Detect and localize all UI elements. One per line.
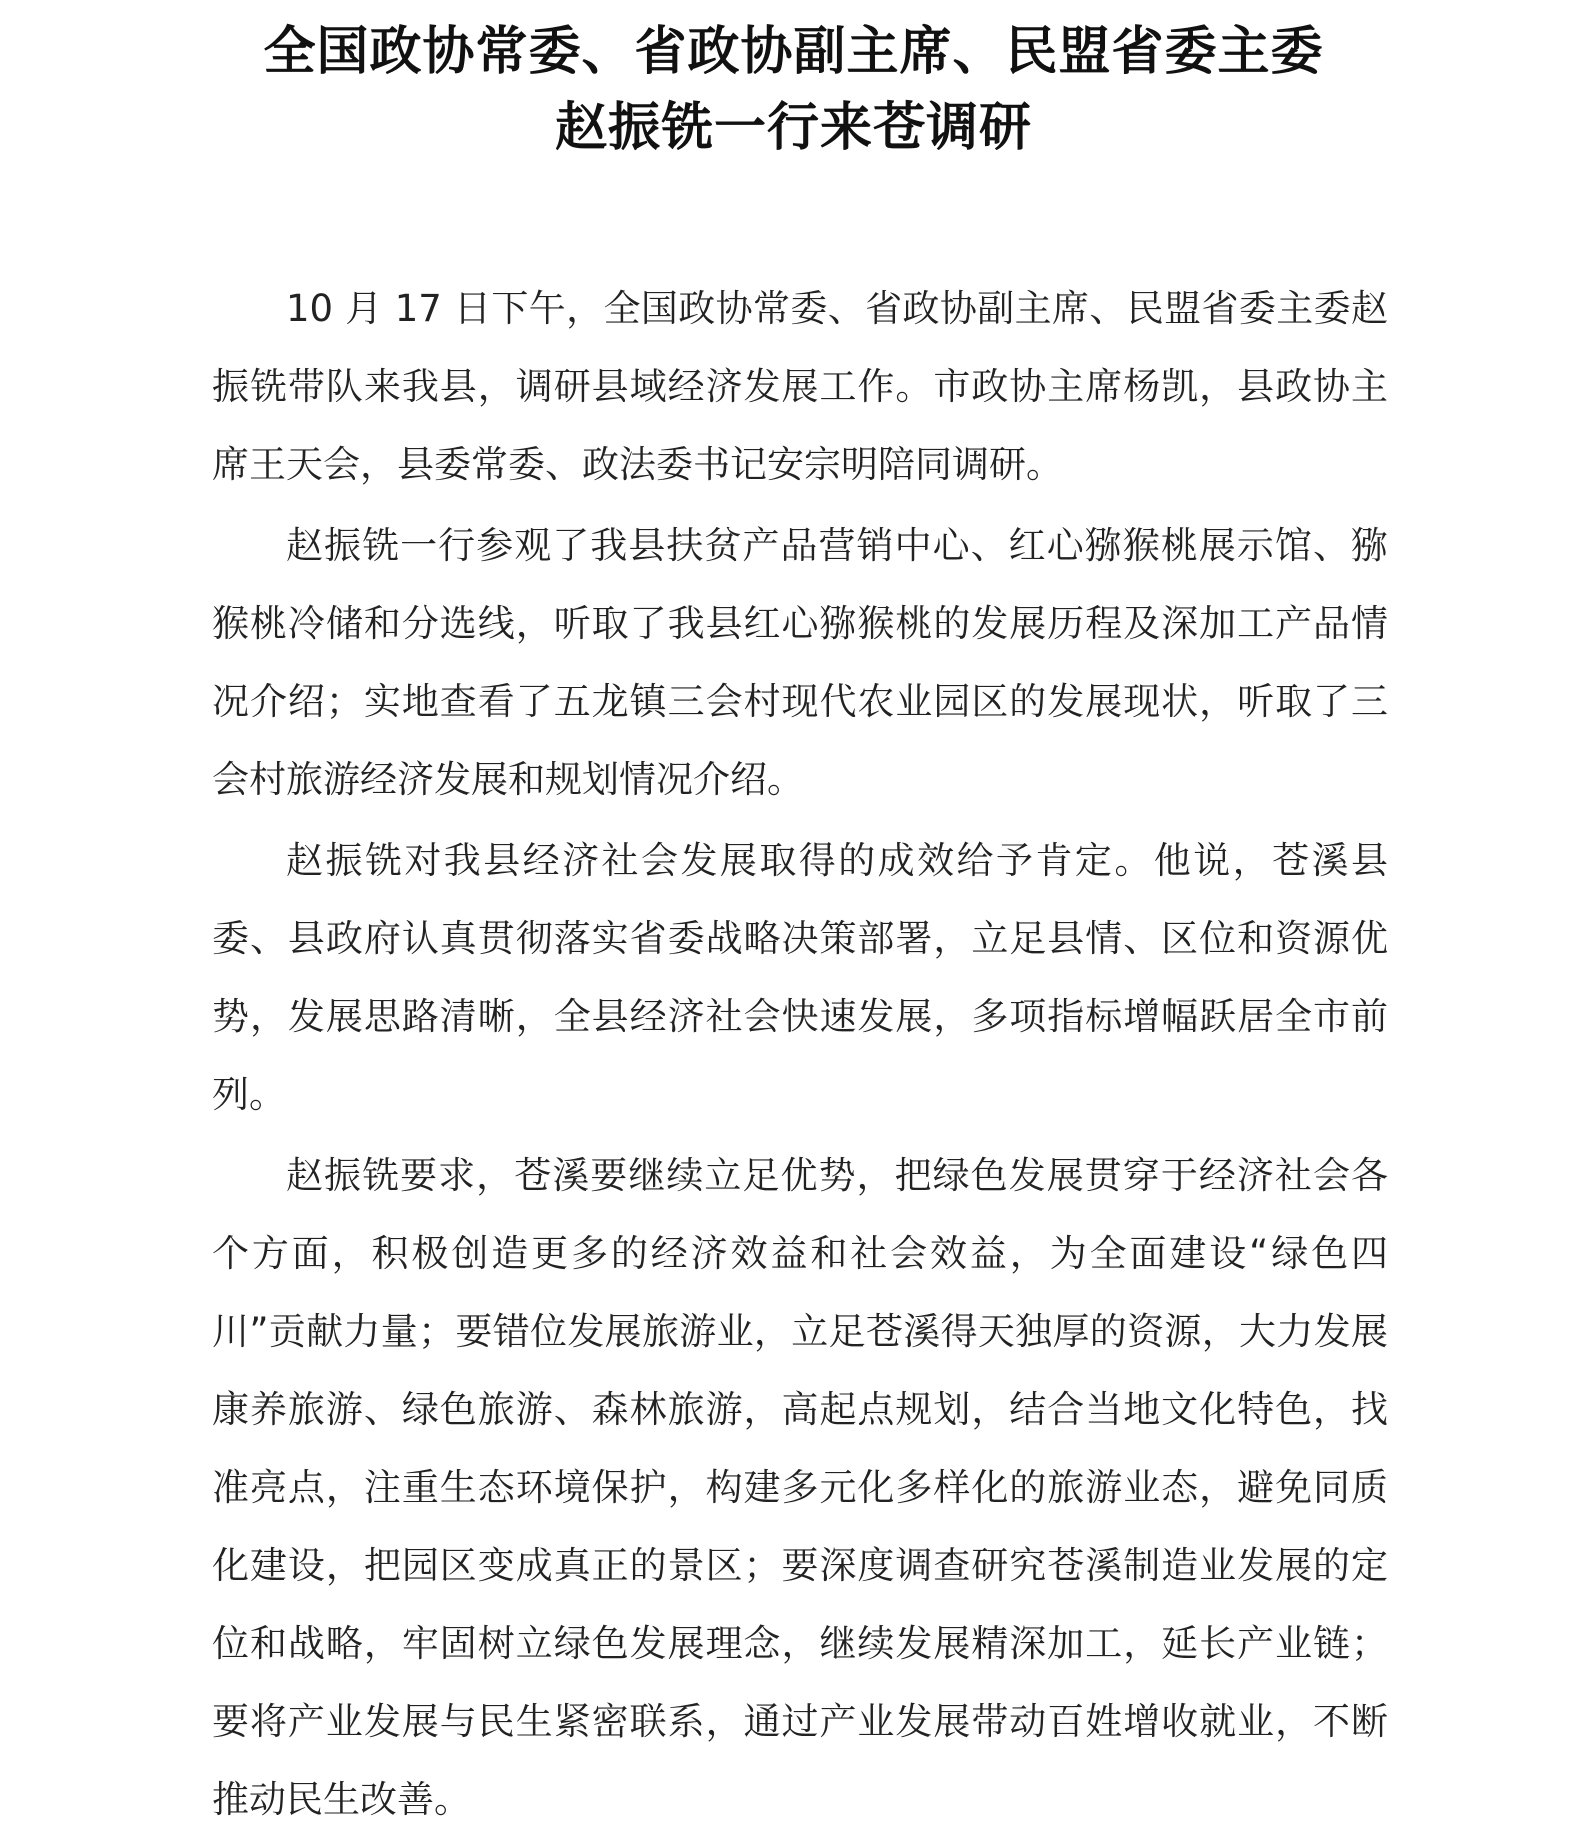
paragraph-2: 赵振铣一行参观了我县扶贫产品营销中心、红心猕猴桃展示馆、猕猴桃冷储和分选线，听取了我县红心猕猴桃的发展历程及深加工产品情况介绍；实地查看了五龙镇三会村现代农业园区的发展现状，听取了三会村旅游经济发展和规划情况介绍。	[212, 524, 1388, 801]
title-line-2: 赵振铣一行来苍调研	[554, 97, 1032, 158]
paragraph-1: 10 月 17 日下午，全国政协常委、省政协副主席、民盟省委主委赵振铣带队来我县，调研县域经济发展工作。市政协主席杨凯，县政协主席王天会，县委常委、政法委书记安宗明陪同调研。	[212, 287, 1388, 486]
paragraph-3: 赵振铣对我县经济社会发展取得的成效给予肯定。他说，苍溪县委、县政府认真贯彻落实省委战略决策部署，立足县情、区位和资源优势，发展思路清晰，全县经济社会快速发展，多项指标增幅跃居全市前列。	[212, 839, 1388, 1116]
title-line-1: 全国政协常委、省政协副主席、民盟省委主委	[263, 21, 1324, 82]
article-body	[212, 270, 1388, 1841]
document-title	[180, 14, 1407, 166]
paragraph-4: 赵振铣要求，苍溪要继续立足优势，把绿色发展贯穿于经济社会各个方面，积极创造更多的经济效益和社会效益，为全面建设“绿色四川”贡献力量；要错位发展旅游业，立足苍溪得天独厚的资源，大力发展康养旅游、绿色旅游、森林旅游，高起点规划，结合当地文化特色，找准亮点，注重生态环境保护，构建多元化多样化的旅游业态，避免同质化建设，把园区变成真正的景区；要深度调查研究苍溪制造业发展的定位和战略，牢固树立绿色发展理念，继续发展精深加工，延长产业链；要将产业发展与民生紧密联系，通过产业发展带动百姓增收就业，不断推动民生改善。	[212, 1154, 1388, 1821]
